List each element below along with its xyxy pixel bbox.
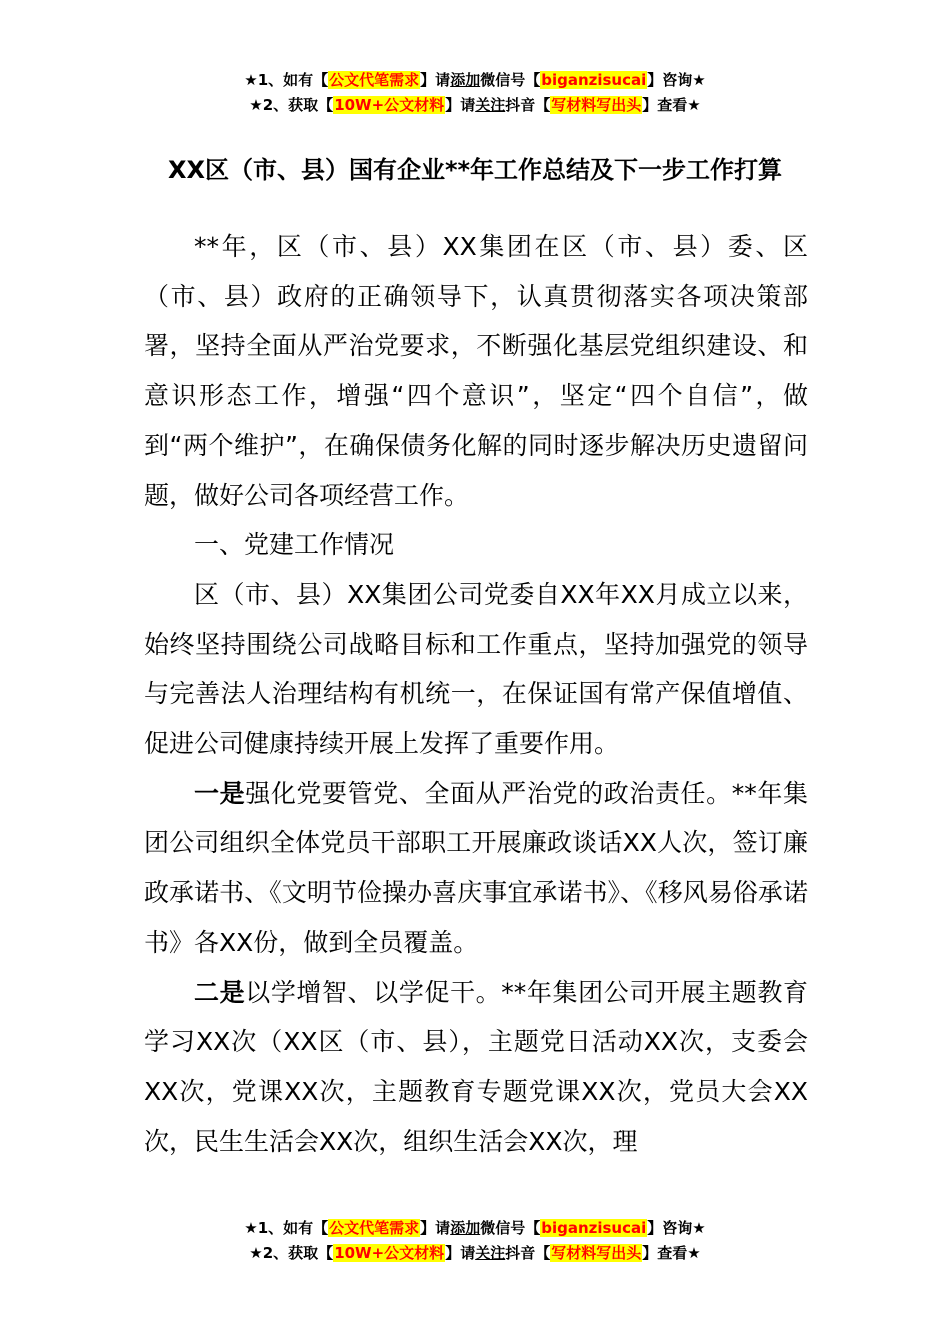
banner-underline: 关注 [475,96,506,114]
banner-line-2 [0,93,950,118]
banner-text: ★2、获取【 [249,1244,334,1262]
banner-text: 】请 [420,71,451,89]
paragraph-point-two [144,968,808,1167]
banner-douyin-id: 写材料写出头 [551,1244,642,1262]
banner-text: 】请 [445,96,476,114]
banner-text: 抖音【 [505,96,551,114]
banner-underline: 关注 [475,1244,506,1262]
footer-banner [0,1216,950,1266]
banner-line-2 [0,1241,950,1266]
banner-underline: 添加 [450,1219,481,1237]
banner-highlight: 公文代笔需求 [329,71,420,89]
banner-text: 】请 [445,1244,476,1262]
banner-wechat-id: biganzisucai [541,1219,647,1237]
banner-text: 】咨询★ [647,1219,706,1237]
section-heading: 一、党建工作情况 [194,530,395,560]
paragraph-point-one [144,769,808,968]
document-title: XX区（市、县）国有企业**年工作总结及下一步工作打算 [167,156,783,184]
banner-text: 抖音【 [505,1244,551,1262]
document-body [144,222,808,1166]
banner-line-1 [0,1216,950,1241]
banner-text: ★2、获取【 [249,96,334,114]
banner-text: 】查看★ [642,96,701,114]
banner-underline: 添加 [450,71,481,89]
banner-douyin-id: 写材料写出头 [551,96,642,114]
header-banner [0,68,950,118]
banner-text: 微信号【 [480,71,541,89]
banner-text: ★1、如有【 [244,1219,329,1237]
banner-highlight: 10W+公文材料 [334,1244,445,1262]
point-text: 强化党要管党、全面从严治党的政治责任。**年集团公司组织全体党员干部职工开展廉政谈话XX人次，签订廉政承诺书、《文明节俭操办喜庆事宜承诺书》、《移风易俗承诺书》各XX份，做到全员覆盖。 [144,778,808,957]
point-text: 以学增智、以学促干。**年集团公司开展主题教育学习XX次（XX区（市、县），主题党日活动XX次，支委会XX次，党课XX次，主题教育专题党课XX次，党员大会XX次，民生生活会XX次，组织生活会XX次，理 [144,977,808,1156]
banner-text: 】咨询★ [647,71,706,89]
point-lead: 二是 [194,977,246,1007]
banner-text: 微信号【 [480,1219,541,1237]
banner-highlight: 公文代笔需求 [329,1219,420,1237]
banner-wechat-id: biganzisucai [541,71,647,89]
banner-text: ★1、如有【 [244,71,329,89]
banner-highlight: 10W+公文材料 [334,96,445,114]
banner-text: 】查看★ [642,1244,701,1262]
point-lead: 一是 [194,778,246,808]
paragraph-intro: **年，区（市、县）XX集团在区（市、县）委、区（市、县）政府的正确领导下，认真贯彻落实各项决策部署，坚持全面从严治党要求，不断强化基层党组织建设、和意识形态工作，增强“四个意识”，坚定“四个自信”，做到“两个维护”，在确保债务化解的同时逐步解决历史遗留问题，做好公司各项经营工作。 [144,232,808,510]
banner-line-1 [0,68,950,93]
banner-text: 】请 [420,1219,451,1237]
paragraph-party-committee: 区（市、县）XX集团公司党委自XX年XX月成立以来，始终坚持围绕公司战略目标和工作重点，坚持加强党的领导与完善法人治理结构有机统一，在保证国有常产保值增值、促进公司健康持续开展上发挥了重要作用。 [144,579,808,759]
